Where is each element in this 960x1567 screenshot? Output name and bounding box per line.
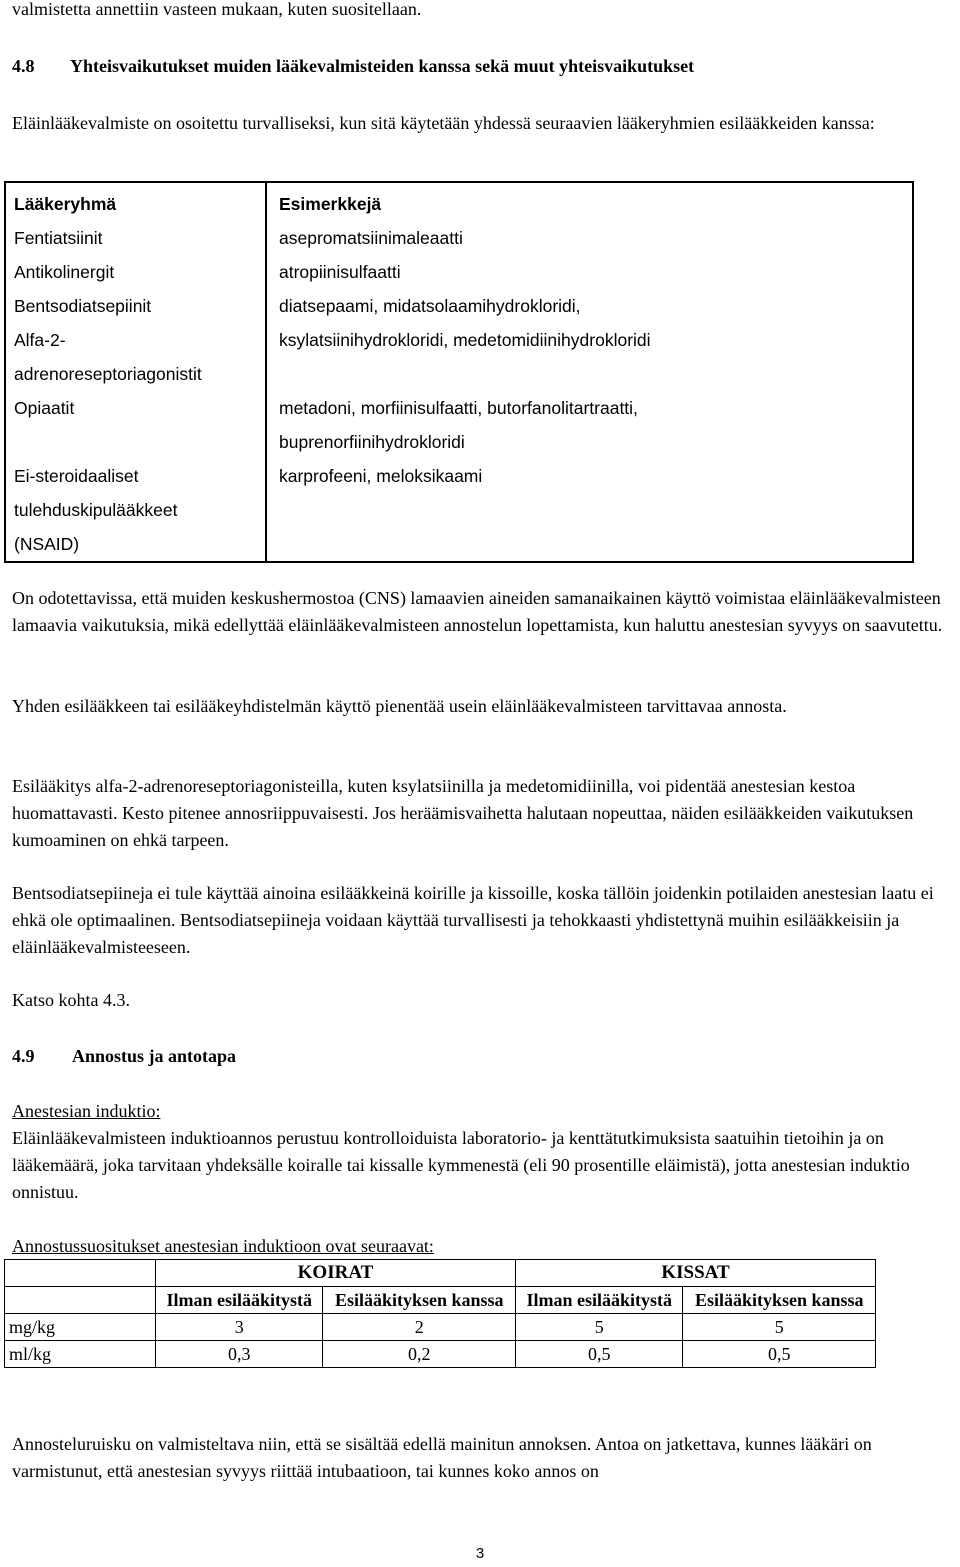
table-header-examples: Esimerkkejä (279, 194, 382, 214)
table-cell: 0,3 (156, 1341, 323, 1368)
table-cell (5, 1287, 156, 1314)
table-header-group: Lääkeryhmä (14, 194, 117, 214)
table-row (5, 1314, 876, 1341)
examples-column (266, 182, 913, 562)
paragraph-benzodiazepines: Bentsodiatsepiineja ei tule käyttää ainoina esilääkkeinä koirille ja kissoille, koska tällöin joidenkin potilaiden anestesian laatu ei ehkä ole optimaalinen. Bentsodiatsepiineja voidaan käyttää turvallisesti ja tehokkaasti yhdistettynä muihin esilääkkeisiin ja eläinlääkevalmisteeseen. (12, 883, 934, 957)
table-cell (5, 1260, 156, 1287)
paragraph-syringe: Annosteluruisku on valmisteltava niin, että se sisältää edellä mainitun annoksen. Antoa on jatkettava, kunnes lääkäri on varmistunut, että anestesian syvyys riittää intubaatioon, tai kunnes koko annos on (12, 1434, 872, 1481)
table-cell: 0,5 (683, 1341, 876, 1368)
table-cell: 0,2 (323, 1341, 516, 1368)
table-cell: ksylatsiinihydrokloridi, medetomidiinihydrokloridi (279, 330, 651, 350)
table-cell: tulehduskipulääkkeet (14, 500, 178, 520)
table-cell: 3 (156, 1314, 323, 1341)
table-cell (279, 357, 904, 391)
table-cell: Alfa-2- (14, 330, 66, 350)
table-cell: Opiaatit (14, 398, 75, 418)
paragraph-premedication: Yhden esilääkkeen tai esilääkeyhdistelmän käyttö pienentää usein eläinlääkevalmisteen tarvittavaa annosta. (12, 696, 787, 716)
table-cell: Bentsodiatsepiinit (14, 296, 152, 316)
header-dogs-with: Esilääkityksen kanssa (323, 1287, 516, 1314)
table-cell: asepromatsiinimaleaatti (279, 228, 463, 248)
table-cell: karprofeeni, meloksikaami (279, 466, 483, 486)
drug-group-column (5, 182, 266, 562)
row-unit: mg/kg (5, 1314, 156, 1341)
table-cell (279, 493, 904, 527)
page-number: 3 (475, 1545, 485, 1562)
table-cell: Fentiatsiinit (14, 228, 103, 248)
header-dogs: KOIRAT (156, 1260, 516, 1287)
table-row (5, 1260, 876, 1287)
subheading-dose-recommendations: Annostussuositukset anestesian induktioon ovat seuraavat: (12, 1236, 434, 1256)
header-cats-without: Ilman esilääkitystä (515, 1287, 682, 1314)
table-cell: 2 (323, 1314, 516, 1341)
table-cell: diatsepaami, midatsolaamihydrokloridi, (279, 296, 581, 316)
table-row (5, 182, 913, 562)
table-cell (279, 527, 904, 561)
section-number: 4.9 (12, 1046, 35, 1066)
section-4-8-heading (12, 53, 694, 80)
table-cell: atropiinisulfaatti (279, 262, 401, 282)
table-cell: Ei-steroidaaliset (14, 466, 139, 486)
subheading-induction: Anestesian induktio: (12, 1101, 161, 1121)
table-cell: 0,5 (515, 1341, 682, 1368)
section-4-8-intro: Eläinlääkevalmiste on osoitettu turvalliseksi, kun sitä käytetään yhdessä seuraavien lääkeryhmien esilääkkeiden kanssa: (12, 113, 875, 133)
table-cell: 5 (683, 1314, 876, 1341)
paragraph-cns: On odotettavissa, että muiden keskushermostoa (CNS) lamaavien aineiden samanaikainen käyttö voimistaa eläinlääkevalmisteen lamaavia vaikutuksia, mikä edellyttää eläinlääkevalmisteen annostelun lopettamista, kun haluttu anestesian syvyys on saavutettu. (12, 588, 943, 635)
table-cell: buprenorfiinihydrokloridi (279, 432, 465, 452)
drug-group-table (4, 181, 914, 563)
table-cell: metadoni, morfiinisulfaatti, butorfanolitartraatti, (279, 398, 638, 418)
paragraph-alfa2: Esilääkitys alfa-2-adrenoreseptoriagonisteilla, kuten ksylatsiinilla ja medetomidiinilla, voi pidentää anestesian kestoa huomattavasti. Kesto pitenee annosriippuvaisesti. Jos heräämisvaihetta halutaan nopeuttaa, näiden esilääkkeiden vaikutuksen kumoaminen on ehkä tarpeen. (12, 776, 914, 850)
table-cell: adrenoreseptoriagonistit (14, 364, 202, 384)
section-4-9-heading (12, 1043, 236, 1070)
section-title: Yhteisvaikutukset muiden lääkevalmisteiden kanssa sekä muut yhteisvaikutukset (70, 56, 695, 76)
top-line: valmistetta annettiin vasteen mukaan, kuten suositellaan. (12, 0, 422, 19)
table-cell: (NSAID) (14, 534, 80, 554)
table-cell: Antikolinergit (14, 262, 115, 282)
table-cell (14, 425, 257, 459)
section-number: 4.8 (12, 56, 35, 76)
dose-table (4, 1259, 876, 1368)
table-row (5, 1287, 876, 1314)
paragraph-see-section: Katso kohta 4.3. (12, 990, 130, 1010)
section-title: Annostus ja antotapa (72, 1046, 237, 1066)
paragraph-induction: Eläinlääkevalmisteen induktioannos perustuu kontrolloiduista laboratorio- ja kenttätutkimuksista saatuihin tietoihin ja on lääkemäärä, joka tarvitaan yhdeksälle koiralle tai kissalle kymmenestä (eli 90 prosentille eläimistä), jotta anestesian induktio onnistuu. (12, 1128, 910, 1202)
row-unit: ml/kg (5, 1341, 156, 1368)
header-cats-with: Esilääkityksen kanssa (683, 1287, 876, 1314)
header-dogs-without: Ilman esilääkitystä (156, 1287, 323, 1314)
table-cell: 5 (515, 1314, 682, 1341)
table-row (5, 1341, 876, 1368)
header-cats: KISSAT (515, 1260, 875, 1287)
